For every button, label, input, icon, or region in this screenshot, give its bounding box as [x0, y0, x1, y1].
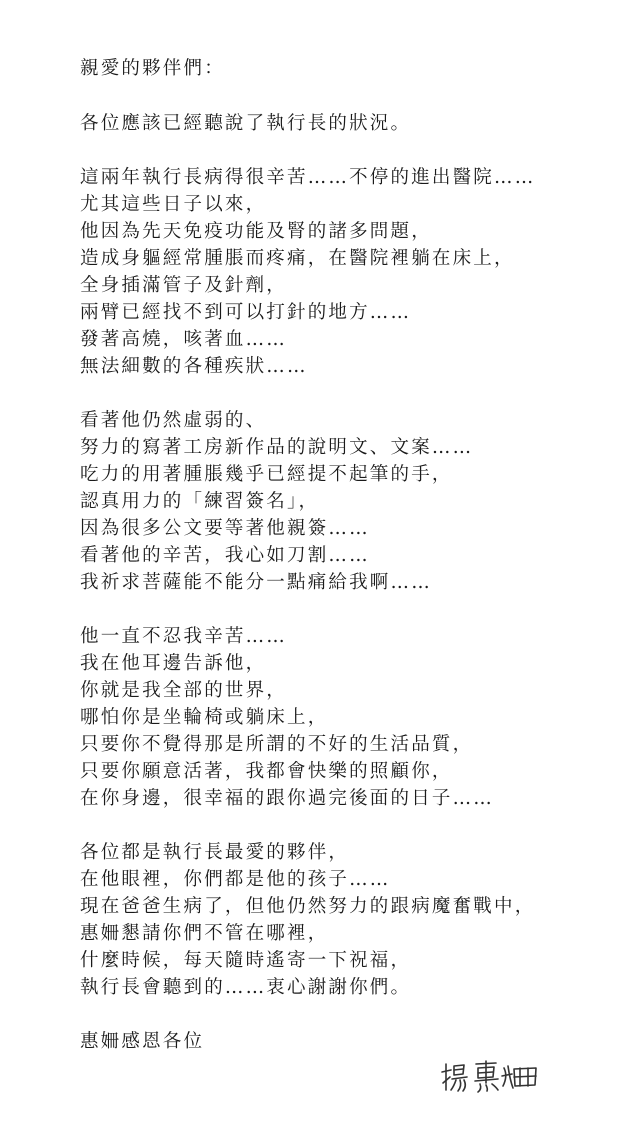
letter-line: 在他眼裡，你們都是他的孩子…… — [80, 869, 391, 890]
letter-line: 什麼時候，每天隨時遙寄一下祝福， — [80, 950, 412, 971]
letter-closing: 惠姍感恩各位 — [80, 1031, 205, 1052]
letter-line: 執行長會聽到的……衷心謝謝你們。 — [80, 977, 412, 998]
letter-line: 只要你願意活著，我都會快樂的照顧你， — [80, 761, 453, 782]
letter-line: 因為很多公文要等著他親簽…… — [80, 518, 370, 539]
letter-line: 在你身邊，很幸福的跟你過完後面的日子…… — [80, 788, 495, 809]
letter-line: 我在他耳邊告訴他， — [80, 653, 267, 674]
letter-line: 哪怕你是坐輪椅或躺床上， — [80, 707, 329, 728]
handwritten-signature — [440, 1056, 540, 1096]
letter-greeting: 親愛的夥伴們： — [80, 58, 225, 79]
letter-line: 你就是我全部的世界， — [80, 680, 288, 701]
letter-line: 各位應該已經聽說了執行長的狀況。 — [80, 113, 412, 134]
letter-line: 惠姍懇請你們不管在哪裡， — [80, 923, 329, 944]
letter-line: 各位都是執行長最愛的夥伴， — [80, 842, 350, 863]
letter-line: 無法細數的各種疾狀…… — [80, 356, 308, 377]
letter-line: 努力的寫著工房新作品的說明文、文案…… — [80, 437, 474, 458]
letter-line: 我祈求菩薩能不能分一點痛給我啊…… — [80, 572, 432, 593]
letter-line: 他因為先天免疫功能及腎的諸多問題， — [80, 221, 432, 242]
letter-line: 他一直不忍我辛苦…… — [80, 626, 288, 647]
letter-line: 看著他仍然虛弱的、 — [80, 410, 267, 431]
letter-line: 尤其這些日子以來， — [80, 194, 267, 215]
letter-line: 看著他的辛苦，我心如刀割…… — [80, 545, 370, 566]
letter-line: 發著高燒，咳著血…… — [80, 329, 288, 350]
letter-line: 認真用力的「練習簽名」， — [80, 491, 320, 512]
letter-line: 現在爸爸生病了，但他仍然努力的跟病魔奮戰中， — [80, 896, 536, 917]
letter-line: 只要你不覺得那是所謂的不好的生活品質， — [80, 734, 474, 755]
letter-line: 全身插滿管子及針劑， — [80, 275, 288, 296]
letter-line: 吃力的用著腫脹幾乎已經提不起筆的手， — [80, 464, 453, 485]
letter-line: 這兩年執行長病得很辛苦……不停的進出醫院…… — [80, 167, 536, 188]
letter-line: 兩臂已經找不到可以打針的地方…… — [80, 302, 412, 323]
letter-line: 造成身軀經常腫脹而疼痛，在醫院裡躺在床上， — [80, 248, 515, 269]
